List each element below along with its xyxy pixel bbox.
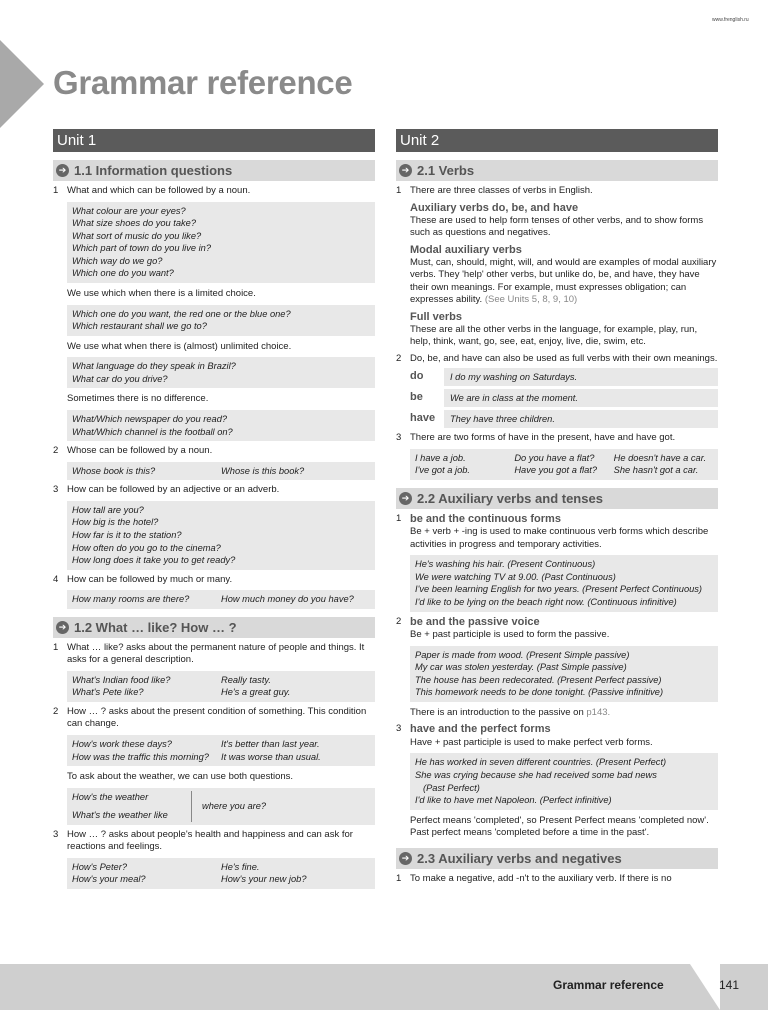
rule-3: 3 have and the perfect forms xyxy=(396,723,551,736)
rule-2: 2 be and the passive voice xyxy=(396,615,540,628)
column-unit-2: Unit 2 ➔ 2.1 Verbs 1 There are three classes of verbs in English. Auxiliary verbs do, be, and have These are used to help form tenses of other verbs, and to show forms such as questions and negatives. Modal auxiliary verbs Must, can, should, might, will, and would are examples of modal auxiliary verbs. They 'help' other verbs, but unlike do, be, and have, they have their own meanings. For example, must expresses obligation; can expresses ability. (See Units 5, 8, 9, 10) Full verbs These are all the other verbs in the language, for example, play, run, help, think, want, go, see, eat, enjoy, live, die, swim, etc. 2 Do, be, and have can also be used as full verbs with their own meanings. do I do my washing on Saturdays. be We are in class at the moment. have They have three children. 3 There are two forms of have in the present, have and have got. I have a job. Do you have a flat? He doesn't have a car. I've got a job. Have you got a flat? She hasn't got a car. ➔ 2.2 Auxiliary verbs and tenses 1 be and the continuous forms Be + verb + -ing is used to make continuous verb forms which describe activities in progress and temporary activities. He's washing his hair. (Present Continuous) We were watching TV at 9.00. (Past Continuous) I've been learning English for two years. (Present Perfect Continuous) I'd like to be lying on the beach right now. (Continuous infinitive) 2 be and the passive voice Be + past participle is used to form the passive. Paper is made from wood. (Present Simple passive) My car was stolen yesterday. (Past Simple passive) The house has been redecorated. (Present Perfect passive) This homework needs to be done tonight. (Passive infinitive) There is an introduction to the passive on p143. 3 have and the perfect forms Have + past participle is used to make perfect verb forms. He has worked in seven different countries. (Present Perfect) She was crying because she had received some bad news (Past Perfect) I'd like to have met Napoleon. (Perfect infinitive) Perfect means 'completed', so Present Perfect means 'completed now'. Past perfect means 'completed before a time in the past'. ➔ 2.3 Auxiliary verbs and negatives 1 To make a negative, add -n't to the auxiliary verb. If there is no xyxy=(396,129,718,885)
example-box: He's washing his hair. (Present Continuous) We were watching TV at 9.00. (Past Continuous) I've been learning English for two years. (Present Perfect Continuous) I'd like to be lying on the beach right now. (Continuous infinitive) xyxy=(410,555,718,611)
page-reference[interactable]: p143. xyxy=(586,706,611,718)
section-2-1-header: ➔ 2.1 Verbs xyxy=(396,160,718,181)
note: Sometimes there is no difference. xyxy=(67,393,209,405)
note: There is an introduction to the passive on p143. xyxy=(410,706,611,718)
rule-2: 2 How … ? asks about the present condition of something. This condition can change. xyxy=(53,705,367,730)
section-2-2-header: ➔ 2.2 Auxiliary verbs and tenses xyxy=(396,488,718,509)
example-box: How's Peter? He's fine. How's your meal? How's your new job? xyxy=(67,858,375,889)
example-box: What's Indian food like? Really tasty. What's Pete like? He's a great guy. xyxy=(67,671,375,702)
corner-decoration xyxy=(0,40,44,128)
footer-decoration xyxy=(690,964,720,1010)
page-title: Grammar reference xyxy=(53,64,353,101)
example-box: Whose book is this? Whose is this book? xyxy=(67,462,375,481)
cross-reference[interactable]: (See Units 5, 8, 9, 10) xyxy=(484,294,578,305)
note: We use which when there is a limited choice. xyxy=(67,288,256,300)
arrow-icon: ➔ xyxy=(56,621,69,634)
note: Perfect means 'completed', so Present Perfect means 'completed now'. Past perfect means 'completed before a time in the past'. xyxy=(410,814,709,839)
example-box: How tall are you? How big is the hotel? How far is it to the station? How often do you go to the cinema? How long does it take you to get ready? xyxy=(67,501,375,570)
subheading: Modal auxiliary verbs xyxy=(410,243,522,256)
example-box: I have a job. Do you have a flat? He doesn't have a car. I've got a job. Have you got a flat? She hasn't got a car. xyxy=(410,449,718,480)
rule-2: 2 Whose can be followed by a noun. xyxy=(53,445,213,457)
unit-2-header: Unit 2 xyxy=(396,129,718,152)
example-box: What language do they speak in Brazil? What car do you drive? xyxy=(67,357,375,388)
verb-row: do I do my washing on Saturdays. xyxy=(410,368,718,386)
section-2-3-header: ➔ 2.3 Auxiliary verbs and negatives xyxy=(396,848,718,869)
rule-1: 1 What … like? asks about the permanent nature of people and things. It asks for a general description. xyxy=(53,641,365,666)
verb-row: have They have three children. xyxy=(410,410,718,428)
example-box: How many rooms are there? How much money do you have? xyxy=(67,590,375,609)
subheading: Full verbs xyxy=(410,310,462,323)
rule-4: 4 How can be followed by much or many. xyxy=(53,573,233,585)
example-box: He has worked in seven different countries. (Present Perfect) She was crying because she had received some bad news (Past Perfect) I'd like to have met Napoleon. (Perfect infinitive) xyxy=(410,753,718,809)
section-1-2-header: ➔ 1.2 What … like? How … ? xyxy=(53,617,375,638)
example-box: How's work these days? It's better than last year. How was the traffic this morning? It was worse than usual. xyxy=(67,735,375,766)
subheading: Auxiliary verbs do, be, and have xyxy=(410,201,579,214)
page-number: 141 xyxy=(719,978,740,992)
verb-row: be We are in class at the moment. xyxy=(410,389,718,407)
rule-1: 1 What and which can be followed by a noun. xyxy=(53,185,251,196)
example-box: How's the weather What's the weather like where you are? xyxy=(67,788,375,825)
arrow-icon: ➔ xyxy=(399,164,412,177)
rule-3: 3 How can be followed by an adjective or an adverb. xyxy=(53,484,280,496)
example-box: What colour are your eyes? What size shoes do you take? What sort of music do you like? Which part of town do you live in? Which way do we go? Which one do you want? xyxy=(67,202,375,284)
example-box: What/Which newspaper do you read? What/Which channel is the football on? xyxy=(67,410,375,441)
rule-1: 1 There are three classes of verbs in English. xyxy=(396,185,593,196)
rule-3: 3 How … ? asks about people's health and happiness and can ask for reactions and feelings. xyxy=(53,828,353,853)
rule-1: 1 To make a negative, add -n't to the auxiliary verb. If there is no xyxy=(396,872,672,884)
site-url: www.frenglish.ru xyxy=(712,17,749,23)
column-unit-1 xyxy=(53,129,375,889)
note: We use what when there is (almost) unlimited choice. xyxy=(67,340,292,352)
rule-2: 2 Do, be, and have can also be used as full verbs with their own meanings. xyxy=(396,352,718,364)
unit-1-header: Unit 1 xyxy=(53,129,375,152)
note: To ask about the weather, we can use both questions. xyxy=(67,771,294,783)
arrow-icon: ➔ xyxy=(56,164,69,177)
example-box: Paper is made from wood. (Present Simple passive) My car was stolen yesterday. (Past Simple passive) The house has been redecorated. (Present Perfect passive) This homework needs to be done tonight. (Passive infinitive) xyxy=(410,646,718,702)
footer-title: Grammar reference xyxy=(553,978,664,992)
arrow-icon: ➔ xyxy=(399,852,412,865)
example-box: Which one do you want, the red one or the blue one? Which restaurant shall we go to? xyxy=(67,305,375,336)
section-1-1-header: ➔ 1.1 Information questions xyxy=(53,160,375,181)
rule-1: 1 be and the continuous forms xyxy=(396,512,561,525)
rule-3: 3 There are two forms of have in the present, have and have got. xyxy=(396,432,676,443)
arrow-icon: ➔ xyxy=(399,492,412,505)
